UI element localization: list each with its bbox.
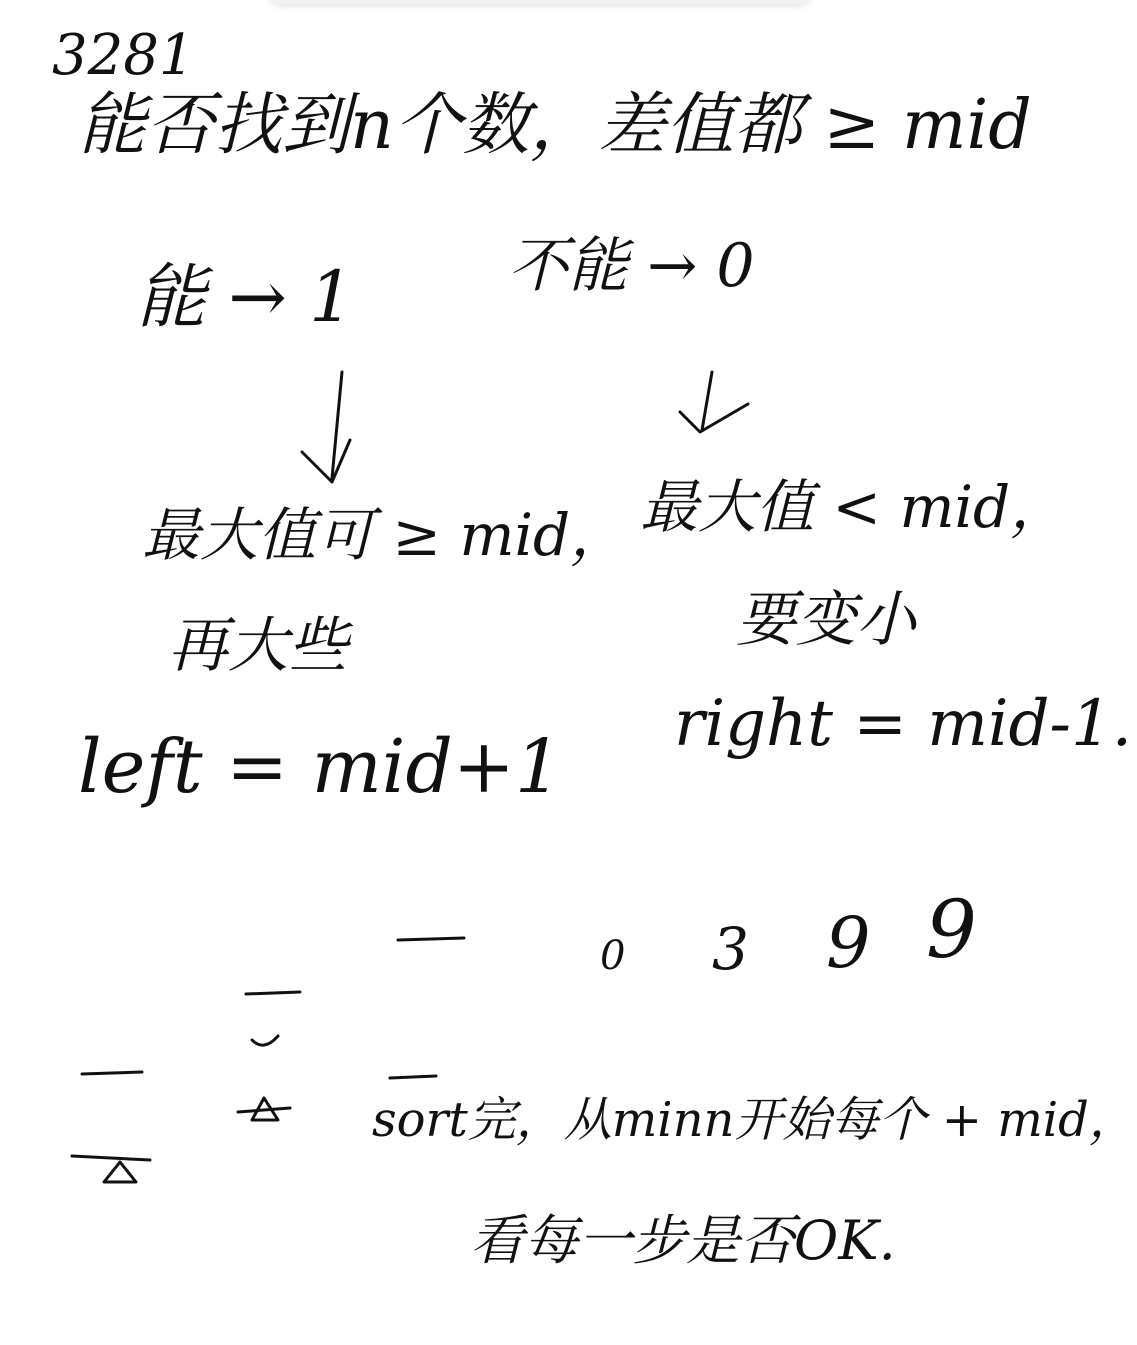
example-value: 0 [600,933,626,979]
dash-stroke [82,1072,142,1074]
cannot-update: right = mid-1. [674,687,1133,761]
dash-stroke [390,1076,436,1078]
can-branch-label: 能 → 1 [136,256,354,338]
dash-stroke [246,992,300,994]
cannot-branch-label: 不能 → 0 [508,231,755,301]
example-value: 3 [712,915,749,983]
dash-stroke [398,938,464,940]
down-arrow-left-icon [302,372,350,482]
cannot-condition: 最大值 < mid， [640,473,1069,541]
can-update: left = mid+1 [78,724,562,810]
can-action: 再大些 [168,611,348,681]
example-value: 9 [926,883,977,976]
problem-number: 3281 [52,23,195,88]
example-value: 9 [826,902,871,984]
can-condition: 最大值可 ≥ mid， [142,501,629,569]
question-line: 能否找到n个数，差值都 ≥ mid [78,86,1032,165]
triangle-icon [72,1156,150,1182]
down-arrow-right-icon [680,372,748,432]
cannot-action: 要变小 [736,585,916,655]
check-note: 看每一步是否OK. [470,1209,896,1272]
sort-note: sort完，从minn开始每个 + mid， [372,1092,1137,1148]
triangle-icon [238,1098,290,1120]
smile-stroke [252,1036,278,1045]
